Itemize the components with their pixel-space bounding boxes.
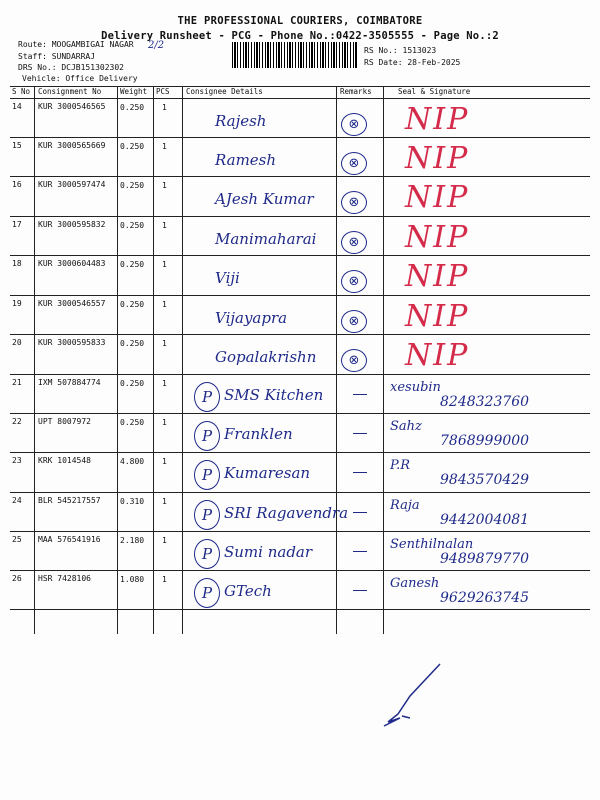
row-remark-cross-icon: ⊗ (341, 349, 367, 372)
row-phone-handwritten: 9489879770 (440, 551, 530, 567)
row-remark-dash (353, 394, 367, 395)
row-serial-number: 21 (12, 378, 22, 387)
row-weight: 0.310 (120, 497, 145, 506)
row-signature-nip: NIP (405, 102, 470, 137)
row-weight: 0.250 (120, 181, 145, 190)
row-pieces: 1 (162, 221, 167, 230)
row-signature-handwritten: xesubin (390, 380, 441, 395)
row-pieces: 1 (162, 181, 167, 190)
row-remark-dash (353, 512, 367, 513)
row-consignee-handwritten: AJesh Kumar (215, 190, 314, 208)
header-rule (10, 98, 590, 99)
barcode-image (232, 42, 358, 68)
column-divider (117, 86, 118, 634)
row-pieces: 1 (162, 418, 167, 427)
col-header-consignment: Consignment No (38, 87, 102, 96)
rs-number: RS No.: 1513023 (364, 46, 437, 55)
row-consignee-handwritten: Gopalakrishn (215, 348, 317, 366)
row-pieces: 1 (162, 300, 167, 309)
row-serial-number: 22 (12, 417, 22, 426)
row-rule (10, 374, 590, 375)
row-delivered-p-icon: P (194, 539, 220, 569)
row-remark-dash (353, 551, 367, 552)
row-signature-nip: NIP (405, 180, 470, 215)
row-delivered-p-icon: P (194, 382, 220, 412)
column-divider (336, 86, 337, 634)
row-rule (10, 176, 590, 177)
row-serial-number: 24 (12, 496, 22, 505)
row-serial-number: 23 (12, 456, 22, 465)
page-signature-scribble (370, 660, 450, 730)
row-signature-handwritten: Ganesh (390, 576, 440, 591)
row-weight: 0.250 (120, 300, 145, 309)
row-delivered-p-icon: P (194, 578, 220, 608)
row-phone-handwritten: 9629263745 (440, 590, 530, 606)
row-remark-cross-icon: ⊗ (341, 310, 367, 333)
row-consignment-number: KUR 3000595833 (38, 338, 106, 347)
vehicle-label: Vehicle: Office Delivery (22, 74, 138, 83)
row-pieces: 1 (162, 339, 167, 348)
row-weight: 0.250 (120, 221, 145, 230)
row-signature-nip: NIP (405, 299, 470, 334)
row-rule (10, 137, 590, 138)
staff-label: Staff: SUNDARRAJ (18, 52, 96, 61)
row-rule (10, 216, 590, 217)
row-consignee-handwritten: Viji (215, 269, 240, 287)
row-consignment-number: KUR 3000604483 (38, 259, 106, 268)
row-pieces: 1 (162, 497, 167, 506)
row-phone-handwritten: 8248323760 (440, 394, 530, 410)
row-consignment-number: KUR 3000597474 (38, 180, 106, 189)
row-consignment-number: BLR 545217557 (38, 496, 101, 505)
col-header-remarks: Remarks (340, 87, 372, 96)
row-signature-nip: NIP (405, 141, 470, 176)
row-phone-handwritten: 9843570429 (440, 472, 530, 488)
row-delivered-p-icon: P (194, 421, 220, 451)
row-consignment-number: MAA 576541916 (38, 535, 101, 544)
row-rule (10, 452, 590, 453)
row-consignee-handwritten: SRI Ragavendra (224, 504, 349, 522)
row-consignment-number: KUR 3000595832 (38, 220, 106, 229)
row-weight: 4.800 (120, 457, 145, 466)
row-serial-number: 14 (12, 102, 22, 111)
row-consignee-handwritten: GTech (224, 582, 272, 600)
row-signature-nip: NIP (405, 259, 470, 294)
row-serial-number: 19 (12, 299, 22, 308)
row-phone-handwritten: 9442004081 (440, 512, 530, 528)
rs-date: RS Date: 28-Feb-2025 (364, 58, 461, 67)
row-pieces: 1 (162, 142, 167, 151)
row-rule (10, 492, 590, 493)
route-label: Route: MOOGAMBIGAI NAGAR (18, 40, 134, 49)
row-weight: 2.180 (120, 536, 145, 545)
row-consignee-handwritten: Franklen (224, 425, 293, 443)
row-remark-cross-icon: ⊗ (341, 152, 367, 175)
row-weight: 0.250 (120, 418, 145, 427)
row-rule (10, 255, 590, 256)
row-pieces: 1 (162, 536, 167, 545)
row-consignment-number: IXM 507884774 (38, 378, 101, 387)
row-serial-number: 26 (12, 574, 22, 583)
row-weight: 1.080 (120, 575, 145, 584)
row-signature-handwritten: Sahz (390, 419, 422, 434)
col-header-pcs: PCS (156, 87, 170, 96)
row-signature-handwritten: Raja (390, 498, 420, 513)
row-rule (10, 334, 590, 335)
row-consignment-number: KUR 3000546565 (38, 102, 106, 111)
row-serial-number: 20 (12, 338, 22, 347)
row-consignee-handwritten: Rajesh (215, 112, 267, 130)
row-rule (10, 413, 590, 414)
column-divider (153, 86, 154, 634)
row-phone-handwritten: 7868999000 (440, 433, 530, 449)
row-serial-number: 25 (12, 535, 22, 544)
row-remark-cross-icon: ⊗ (341, 191, 367, 214)
row-remark-dash (353, 472, 367, 473)
col-header-consignee: Consignee Details (186, 87, 263, 96)
drs-number: DRS No.: DCJB151302302 (18, 63, 124, 72)
document-subtitle: Delivery Runsheet - PCG - Phone No.:0422-3505555 - Page No.:2 (101, 30, 499, 42)
row-weight: 0.250 (120, 260, 145, 269)
row-rule (10, 570, 590, 571)
row-pieces: 1 (162, 379, 167, 388)
row-rule (10, 531, 590, 532)
row-weight: 0.250 (120, 339, 145, 348)
runsheet-table (10, 86, 590, 634)
row-consignee-handwritten: Vijayapra (215, 309, 288, 327)
row-signature-nip: NIP (405, 220, 470, 255)
row-consignee-handwritten: Ramesh (215, 151, 277, 169)
column-divider (182, 86, 183, 634)
row-remark-dash (353, 433, 367, 434)
row-rule (10, 295, 590, 296)
route-handwritten-note: 2/2 (148, 40, 165, 51)
row-delivered-p-icon: P (194, 460, 220, 490)
row-pieces: 1 (162, 575, 167, 584)
row-signature-handwritten: P.R (390, 458, 411, 473)
row-consignment-number: KRK 1014548 (38, 456, 91, 465)
row-consignee-handwritten: SMS Kitchen (224, 386, 324, 404)
row-consignee-handwritten: Kumaresan (224, 464, 311, 482)
row-rule (10, 609, 590, 610)
row-serial-number: 15 (12, 141, 22, 150)
row-consignment-number: HSR 7428106 (38, 574, 91, 583)
row-consignee-handwritten: Manimaharai (215, 230, 317, 248)
row-pieces: 1 (162, 103, 167, 112)
row-weight: 0.250 (120, 103, 145, 112)
column-divider (383, 86, 384, 634)
row-serial-number: 18 (12, 259, 22, 268)
row-serial-number: 16 (12, 180, 22, 189)
row-remark-cross-icon: ⊗ (341, 231, 367, 254)
column-divider (34, 86, 35, 634)
row-signature-handwritten: Senthilnalan (390, 537, 474, 552)
row-consignee-handwritten: Sumi nadar (224, 543, 313, 561)
row-remark-cross-icon: ⊗ (341, 113, 367, 136)
col-header-sno: S No (12, 87, 31, 96)
row-remark-dash (353, 590, 367, 591)
row-pieces: 1 (162, 457, 167, 466)
row-signature-nip: NIP (405, 338, 470, 373)
col-header-weight: Weight (120, 87, 148, 96)
document-title: THE PROFESSIONAL COURIERS, COIMBATORE (177, 15, 423, 27)
row-remark-cross-icon: ⊗ (341, 270, 367, 293)
col-header-signature: Seal & Signature (398, 87, 471, 96)
row-consignment-number: KUR 3000546557 (38, 299, 106, 308)
row-weight: 0.250 (120, 142, 145, 151)
row-serial-number: 17 (12, 220, 22, 229)
row-weight: 0.250 (120, 379, 145, 388)
row-consignment-number: UPT 8007972 (38, 417, 91, 426)
row-pieces: 1 (162, 260, 167, 269)
row-delivered-p-icon: P (194, 500, 220, 530)
row-consignment-number: KUR 3000565669 (38, 141, 106, 150)
